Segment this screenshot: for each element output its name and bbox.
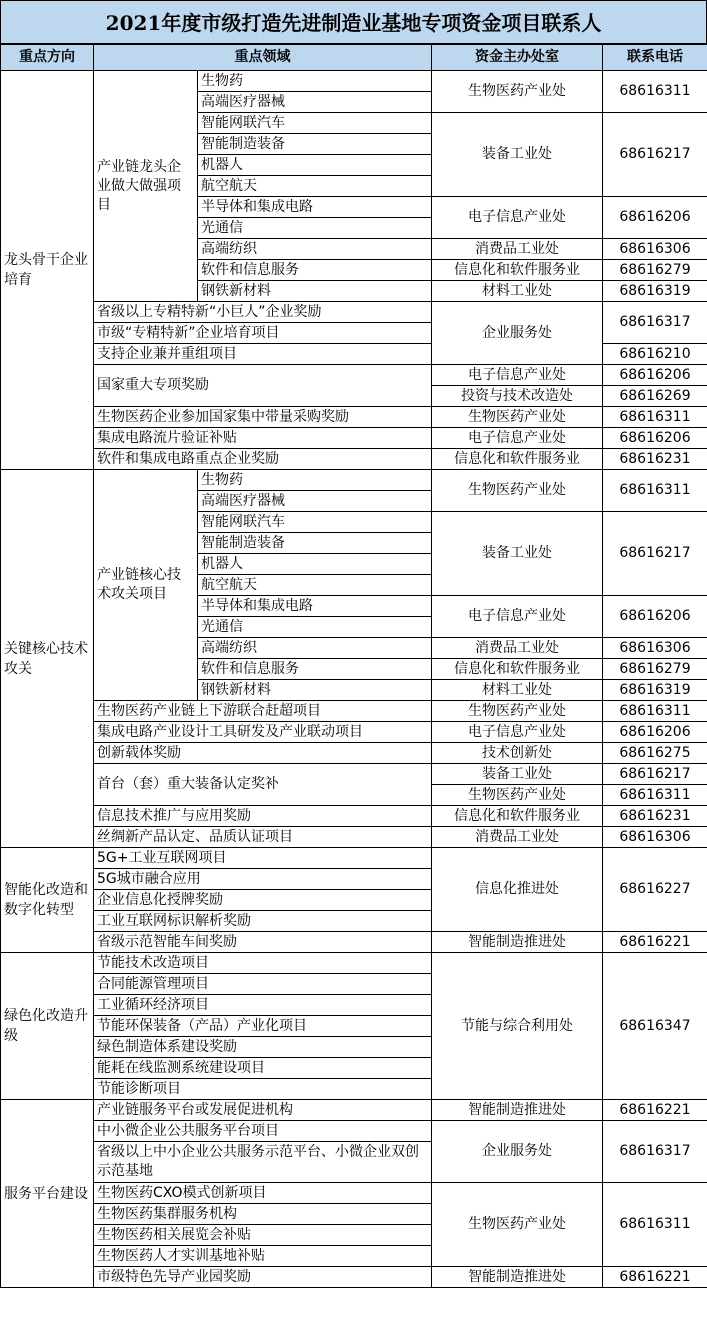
office-cell: 生物医药产业处: [432, 407, 603, 428]
office-cell: 投资与技术改造处: [432, 386, 603, 407]
field-cell: 机器人: [198, 554, 432, 575]
direction-cell: 绿色化改造升级: [1, 953, 94, 1100]
phone-cell: 68616311: [603, 1183, 707, 1267]
table-row: [1, 428, 707, 449]
office-cell: 信息化和软件服务业: [432, 659, 603, 680]
table-row: [1, 1183, 707, 1204]
header-row: [1, 45, 707, 71]
office-cell: 企业服务处: [432, 302, 603, 365]
office-cell: 电子信息产业处: [432, 365, 603, 386]
field-cell: 省级示范智能车间奖励: [94, 932, 432, 953]
field-cell: 钢铁新材料: [198, 281, 432, 302]
direction-cell: 关键核心技术攻关: [1, 470, 94, 848]
phone-cell: 68616311: [603, 407, 707, 428]
phone-cell: 68616227: [603, 848, 707, 932]
direction-cell: 龙头骨干企业培育: [1, 71, 94, 470]
phone-cell: 68616221: [603, 1100, 707, 1121]
table-row: [1, 848, 707, 869]
field-cell: 集成电路产业设计工具研发及产业联动项目: [94, 722, 432, 743]
field-cell: 节能技术改造项目: [94, 953, 432, 974]
office-cell: 电子信息产业处: [432, 428, 603, 449]
office-cell: 生物医药产业处: [432, 1183, 603, 1267]
office-cell: 装备工业处: [432, 113, 603, 197]
field-cell: 航空航天: [198, 575, 432, 596]
group-cell: 产业链龙头企业做大做强项目: [94, 71, 198, 302]
office-cell: 消费品工业处: [432, 827, 603, 848]
office-cell: 智能制造推进处: [432, 1267, 603, 1288]
phone-cell: 68616317: [603, 302, 707, 344]
office-cell: 信息化和软件服务业: [432, 260, 603, 281]
field-cell: 生物医药人才实训基地补贴: [94, 1246, 432, 1267]
phone-cell: 68616311: [603, 71, 707, 113]
field-cell: 省级以上中小企业公共服务示范平台、小微企业双创示范基地: [94, 1142, 432, 1183]
phone-cell: 68616210: [603, 344, 707, 365]
field-cell: 生物医药CXO模式创新项目: [94, 1183, 432, 1204]
office-cell: 消费品工业处: [432, 638, 603, 659]
phone-cell: 68616275: [603, 743, 707, 764]
phone-cell: 68616221: [603, 932, 707, 953]
table-row: [1, 806, 707, 827]
field-cell: 光通信: [198, 617, 432, 638]
field-cell: 企业信息化授牌奖励: [94, 890, 432, 911]
table-row: [1, 470, 707, 491]
field-cell: 智能网联汽车: [198, 113, 432, 134]
office-cell: 信息化和软件服务业: [432, 449, 603, 470]
field-cell: 生物药: [198, 470, 432, 491]
field-cell: 节能环保装备（产品）产业化项目: [94, 1016, 432, 1037]
field-cell: 高端医疗器械: [198, 92, 432, 113]
phone-cell: 68616206: [603, 197, 707, 239]
field-cell: 生物医药相关展览会补贴: [94, 1225, 432, 1246]
phone-cell: 68616279: [603, 659, 707, 680]
field-cell: 创新载体奖励: [94, 743, 432, 764]
field-cell: 国家重大专项奖励: [94, 365, 432, 407]
field-cell: 绿色制造体系建设奖励: [94, 1037, 432, 1058]
office-cell: 生物医药产业处: [432, 470, 603, 512]
office-cell: 装备工业处: [432, 512, 603, 596]
phone-cell: 68616206: [603, 722, 707, 743]
phone-cell: 68616217: [603, 113, 707, 197]
phone-cell: 68616306: [603, 638, 707, 659]
office-cell: 生物医药产业处: [432, 701, 603, 722]
field-cell: 支持企业兼并重组项目: [94, 344, 432, 365]
field-cell: 航空航天: [198, 176, 432, 197]
contact-table: [0, 44, 707, 1288]
direction-cell: 服务平台建设: [1, 1100, 94, 1288]
phone-cell: 68616206: [603, 365, 707, 386]
office-cell: 节能与综合利用处: [432, 953, 603, 1100]
phone-cell: 68616306: [603, 827, 707, 848]
field-cell: 机器人: [198, 155, 432, 176]
phone-cell: 68616269: [603, 386, 707, 407]
table-row: [1, 365, 707, 386]
office-cell: 技术创新处: [432, 743, 603, 764]
header-office: 资金主办处室: [432, 45, 603, 71]
phone-cell: 68616347: [603, 953, 707, 1100]
table-row: [1, 1121, 707, 1142]
office-cell: 生物医药产业处: [432, 785, 603, 806]
field-cell: 半导体和集成电路: [198, 197, 432, 218]
office-cell: 电子信息产业处: [432, 596, 603, 638]
field-cell: 高端纺织: [198, 239, 432, 260]
field-cell: 软件和信息服务: [198, 659, 432, 680]
field-cell: 智能网联汽车: [198, 512, 432, 533]
office-cell: 装备工业处: [432, 764, 603, 785]
table-row: [1, 1267, 707, 1288]
office-cell: 消费品工业处: [432, 239, 603, 260]
field-cell: 工业互联网标识解析奖励: [94, 911, 432, 932]
phone-cell: 68616319: [603, 680, 707, 701]
field-cell: 软件和集成电路重点企业奖励: [94, 449, 432, 470]
office-cell: 材料工业处: [432, 680, 603, 701]
field-cell: 智能制造装备: [198, 533, 432, 554]
field-cell: 中小微企业公共服务平台项目: [94, 1121, 432, 1142]
field-cell: 信息技术推广与应用奖励: [94, 806, 432, 827]
document-title: 2021年度市级打造先进制造业基地专项资金项目联系人: [0, 0, 707, 44]
phone-cell: 68616311: [603, 701, 707, 722]
phone-cell: 68616311: [603, 785, 707, 806]
office-cell: 智能制造推进处: [432, 1100, 603, 1121]
office-cell: 生物医药产业处: [432, 71, 603, 113]
field-cell: 丝绸新产品认定、品质认证项目: [94, 827, 432, 848]
phone-cell: 68616217: [603, 764, 707, 785]
header-direction: 重点方向: [1, 45, 94, 71]
field-cell: 光通信: [198, 218, 432, 239]
field-cell: 钢铁新材料: [198, 680, 432, 701]
office-cell: 电子信息产业处: [432, 722, 603, 743]
phone-cell: 68616306: [603, 239, 707, 260]
table-row: [1, 701, 707, 722]
field-cell: 集成电路流片验证补贴: [94, 428, 432, 449]
field-cell: 首台（套）重大装备认定奖补: [94, 764, 432, 806]
header-phone: 联系电话: [603, 45, 707, 71]
field-cell: 节能诊断项目: [94, 1079, 432, 1100]
field-cell: 高端纺织: [198, 638, 432, 659]
office-cell: 信息化和软件服务业: [432, 806, 603, 827]
field-cell: 市级特色先导产业园奖励: [94, 1267, 432, 1288]
field-cell: 产业链服务平台或发展促进机构: [94, 1100, 432, 1121]
field-cell: 5G城市融合应用: [94, 869, 432, 890]
table-row: [1, 764, 707, 785]
table-row: [1, 743, 707, 764]
field-cell: 生物药: [198, 71, 432, 92]
phone-cell: 68616311: [603, 470, 707, 512]
field-cell: 高端医疗器械: [198, 491, 432, 512]
table-row: [1, 1100, 707, 1121]
field-cell: 省级以上专精特新“小巨人”企业奖励: [94, 302, 432, 323]
field-cell: 软件和信息服务: [198, 260, 432, 281]
field-cell: 智能制造装备: [198, 134, 432, 155]
phone-cell: 68616221: [603, 1267, 707, 1288]
phone-cell: 68616217: [603, 512, 707, 596]
group-cell: 产业链核心技术攻关项目: [94, 470, 198, 701]
office-cell: 智能制造推进处: [432, 932, 603, 953]
table-row: [1, 449, 707, 470]
phone-cell: 68616231: [603, 449, 707, 470]
table-row: [1, 722, 707, 743]
phone-cell: 68616206: [603, 428, 707, 449]
phone-cell: 68616317: [603, 1121, 707, 1183]
field-cell: 市级“专精特新”企业培育项目: [94, 323, 432, 344]
field-cell: 能耗在线监测系统建设项目: [94, 1058, 432, 1079]
direction-cell: 智能化改造和数字化转型: [1, 848, 94, 953]
office-cell: 信息化推进处: [432, 848, 603, 932]
phone-cell: 68616206: [603, 596, 707, 638]
phone-cell: 68616279: [603, 260, 707, 281]
field-cell: 生物医药企业参加国家集中带量采购奖励: [94, 407, 432, 428]
table-row: [1, 407, 707, 428]
table-row: [1, 827, 707, 848]
table-row: [1, 932, 707, 953]
table-row: [1, 953, 707, 974]
office-cell: 电子信息产业处: [432, 197, 603, 239]
office-cell: 企业服务处: [432, 1121, 603, 1183]
field-cell: 半导体和集成电路: [198, 596, 432, 617]
phone-cell: 68616231: [603, 806, 707, 827]
field-cell: 工业循环经济项目: [94, 995, 432, 1016]
table-row: [1, 302, 707, 323]
table-row: [1, 71, 707, 92]
header-field: 重点领域: [94, 45, 432, 71]
field-cell: 生物医药集群服务机构: [94, 1204, 432, 1225]
field-cell: 生物医药产业链上下游联合赶超项目: [94, 701, 432, 722]
field-cell: 5G+工业互联网项目: [94, 848, 432, 869]
phone-cell: 68616319: [603, 281, 707, 302]
field-cell: 合同能源管理项目: [94, 974, 432, 995]
office-cell: 材料工业处: [432, 281, 603, 302]
